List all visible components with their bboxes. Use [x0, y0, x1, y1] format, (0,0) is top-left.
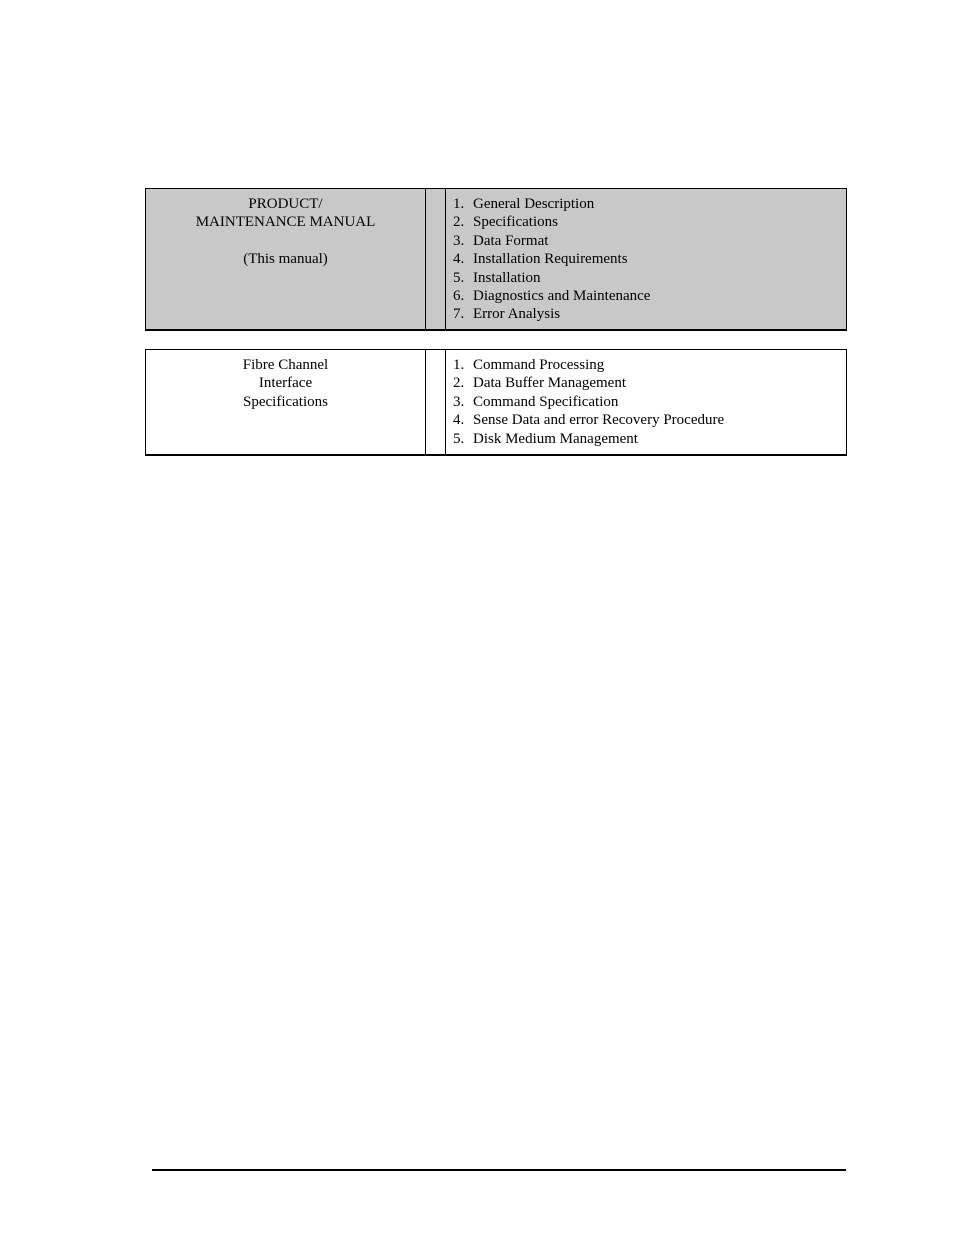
- chapter-number: 6.: [453, 288, 465, 305]
- chapter-label: Sense Data and error Recovery Procedure: [473, 412, 725, 429]
- chapter-item: [453, 250, 846, 268]
- chapter-item: [453, 195, 846, 213]
- chapter-item: [453, 213, 846, 231]
- chapter-number: 7.: [453, 306, 465, 323]
- chapter-label: Disk Medium Management: [473, 430, 638, 447]
- manual-title-line: Specifications: [243, 393, 328, 410]
- gap-cell: [426, 189, 446, 329]
- chapter-label: Diagnostics and Maintenance: [473, 288, 651, 305]
- chapter-item: [453, 305, 846, 323]
- chapter-item: [453, 374, 846, 392]
- manual-title-line: Fibre Channel: [242, 357, 329, 373]
- chapter-item: [453, 356, 846, 374]
- chapter-number: 2.: [453, 375, 465, 392]
- chapter-list: [446, 189, 846, 329]
- chapter-label: Error Analysis: [473, 306, 561, 323]
- chapter-number: 2.: [453, 214, 465, 231]
- chapter-item: [453, 269, 846, 287]
- chapter-item: [453, 430, 846, 448]
- chapter-label: General Description: [473, 196, 595, 212]
- chapter-list: [446, 350, 846, 454]
- chapter-label: Installation Requirements: [473, 251, 628, 268]
- chapter-number: 4.: [453, 412, 465, 429]
- chapter-item: [453, 411, 846, 429]
- chapter-number: 3.: [453, 232, 465, 249]
- manual-title-line: MAINTENANCE MANUAL: [195, 214, 376, 231]
- manual-structure-table-interface: [145, 349, 847, 456]
- chapter-label: Installation: [473, 269, 541, 286]
- chapter-number: 5.: [453, 269, 465, 286]
- blank-line: [146, 232, 425, 250]
- chapter-label: Command Specification: [473, 393, 619, 410]
- chapter-number: 1.: [453, 357, 465, 373]
- chapter-number: 4.: [453, 251, 465, 268]
- chapter-label: Command Processing: [473, 357, 605, 373]
- chapter-label: Specifications: [473, 214, 558, 231]
- chapter-label: Data Buffer Management: [473, 375, 626, 392]
- footer-rule: [152, 1169, 846, 1171]
- chapter-item: [453, 287, 846, 305]
- manual-note: (This manual): [243, 251, 328, 268]
- chapter-number: 5.: [453, 430, 465, 447]
- gap-cell: [426, 350, 446, 454]
- chapter-number: 1.: [453, 196, 465, 212]
- manual-title-line: Interface: [258, 375, 313, 392]
- chapter-label: Data Format: [473, 232, 549, 249]
- chapter-item: [453, 393, 846, 411]
- manual-title-cell: [146, 189, 426, 329]
- manual-structure-table-product: [145, 188, 847, 331]
- chapter-item: [453, 232, 846, 250]
- manual-title-cell: [146, 350, 426, 454]
- chapter-number: 3.: [453, 393, 465, 410]
- manual-title-line: PRODUCT/: [248, 196, 323, 212]
